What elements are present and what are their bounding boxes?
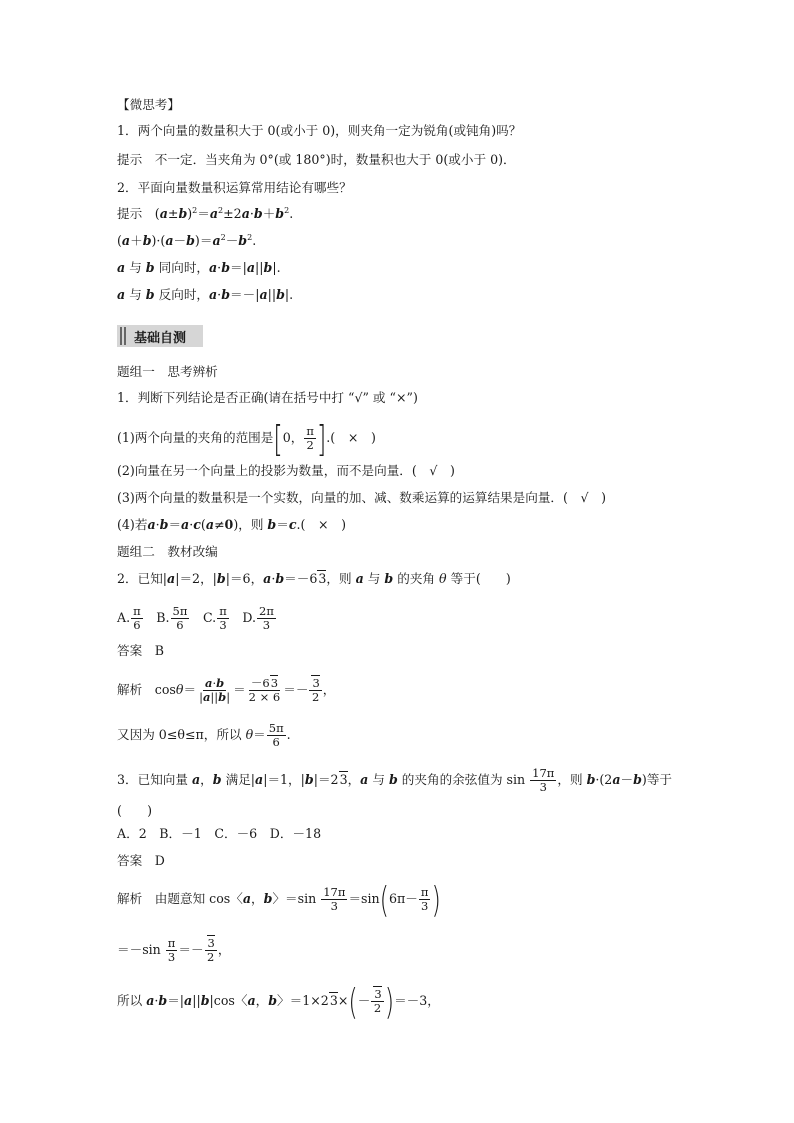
think-answer-1: 提示 不一定．当夹角为 0°(或 180°)时，数量积也大于 0(或小于 0)． xyxy=(117,152,516,167)
question-3-paren: ( ) xyxy=(117,803,153,818)
section-bars-icon xyxy=(120,327,126,345)
group1-title: 题组一 思考辨析 xyxy=(117,364,218,379)
question-2-conclusion: 又因为 0≤θ≤π，所以 θ＝ $\frac{5\pi}{6}$ . xyxy=(117,721,291,749)
question-2-options: A. $\frac{\pi}{6}$ B. $\frac{5\pi}{6}$ C. $\frac{\pi}{3}$ D. $\frac{2\pi}{3}$ xyxy=(117,604,274,632)
question-2: 2．已知|a|＝2，|b|＝6，a·b＝－63，则 a 与 b 的夹角 θ 等于( ) xyxy=(117,571,511,586)
group1-item-3: (3)两个向量的数量积是一个实数，向量的加、减、数乘运算的运算结果是向量．( √ ) xyxy=(117,490,607,505)
group1-item-4: (4)若a·b＝a·c(a≠0)，则 b＝c.( × ) xyxy=(117,517,347,532)
section-title: 基础自测 xyxy=(134,330,187,346)
think-answer-2-line-1: 提示 $(a\pm b)^2=a^2\pm 2a\cdot b+b^2$. xyxy=(117,206,294,221)
question-3-analysis-1: 解析 由题意知 cos〈a，b〉＝sin $\frac{17\pi}{3}$ ＝sin(6π－ $\frac{\pi}{3}$ ) xyxy=(117,878,441,921)
question-3-analysis-2: ＝－sin $\frac{\pi}{3}$ ＝－ $\frac{3}{2}$ ， xyxy=(117,936,231,964)
think-question-2: 2．平面向量数量积运算常用结论有哪些？ xyxy=(117,180,352,195)
section-heading xyxy=(117,325,203,347)
group1-item-1: (1)两个向量的夹角的范围是[0， $\frac{\pi}{2}$ ].( × ) xyxy=(117,417,376,460)
group1-question-1: 1．判断下列结论是否正确(请在括号中打 “√” 或 “×”) xyxy=(117,390,418,405)
think-answer-2-line-4: a 与 b 反向时，a·b＝－|a||b|. xyxy=(117,287,294,302)
think-tag: 【微思考】 xyxy=(117,97,180,112)
think-question-1: 1．两个向量的数量积大于 0(或小于 0)，则夹角一定为锐角(或钝角)吗？ xyxy=(117,123,522,138)
group2-title: 题组二 教材改编 xyxy=(117,544,218,559)
question-3-answer: 答案 D xyxy=(117,853,165,868)
think-answer-2-line-2: $(a+b)\cdot(a-b)=a^2-b^2$. xyxy=(117,233,257,248)
question-2-answer: 答案 B xyxy=(117,643,165,658)
question-3: 3．已知向量 a，b 满足|a|＝1，|b|＝23，a 与 b 的夹角的余弦值为 sin $\frac{17\pi}{3}$ ，则 b·(2a－b)等于 xyxy=(117,766,673,794)
group1-item-2: (2)向量在另一个向量上的投影为数量，而不是向量．( √ ) xyxy=(117,463,455,478)
question-3-analysis-3: 所以 a·b＝|a||b|cos〈a，b〉＝1×23×(－ $\frac{3}{2}$ )＝－3， xyxy=(117,980,440,1023)
question-3-options: A．2 B．－1 C．－6 D．－18 xyxy=(117,826,322,841)
think-answer-2-line-3: a 与 b 同向时，a·b＝|a||b|. xyxy=(117,260,281,275)
hint-label: 提示 xyxy=(117,206,143,221)
question-2-analysis: 解析 cosθ＝ $\frac{a\cdot b}{|a||b|}$ ＝ $\frac{-63}{2 \times 6}$ ＝－ $\frac{3}{2}$ ， xyxy=(117,676,336,704)
